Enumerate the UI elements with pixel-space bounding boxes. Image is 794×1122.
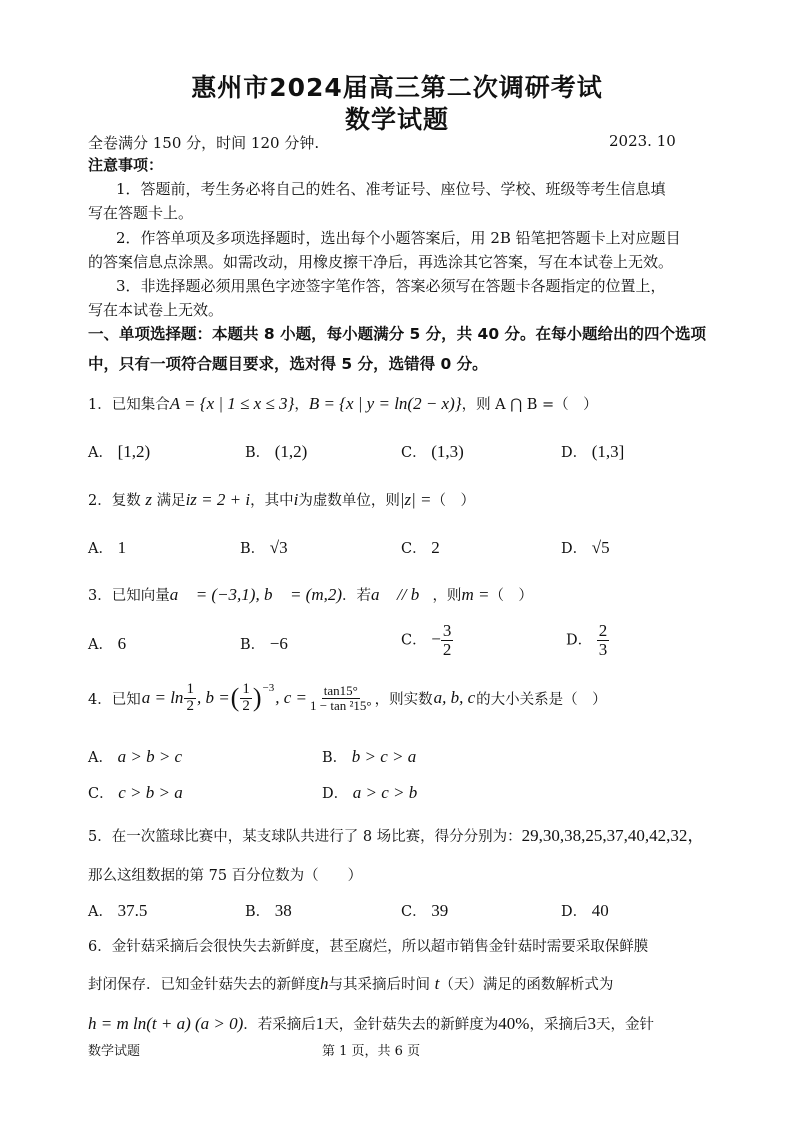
note-1-line-2: 写在答题卡上。 [88,204,194,222]
question-4: 4．已知 a = ln $\frac{1}{2}$ , b = ( $\frac{1}{2}$ ) $^{-3}$ , c = $\frac{\tan 15^\circ}{\text{1 − tan ²15°}}$ ，则实数 a, b, c 的大小关系是（ ） [88,681,607,714]
q2-option-b: B． √3 [240,538,288,557]
q1-sep: ， [294,397,309,413]
footer-page-number: 第 1 页，共 6 页 [322,1044,421,1059]
q2-option-d: D． √5 [561,538,610,557]
note-3-line-1: 3．非选择题必须用黑色字迹签字笔作答，答案必须写在答题卡各题指定的位置上， [116,277,666,295]
q1-ask: ，则 A ⋂ B =（ ） [461,397,598,413]
q4-option-a: A． a > b > c [88,747,183,766]
question-6-line-1: 6．金针菇采摘后会很快失去新鲜度，甚至腐烂，所以超市销售金针菇时需要采取保鲜膜 [88,939,649,955]
q4-option-c: C． c > b > a [88,783,183,802]
footer-subject: 数学试题 [88,1044,141,1059]
question-6-line-3: h = m ln(t + a) (a > 0)．若采摘后1天，金针菇失去的新鲜度为40%，采摘后3天，金针 [88,1014,654,1033]
question-1 [88,393,598,414]
q5-option-c: C． 39 [401,901,449,920]
q1-option-d: D． (1,3] [561,442,625,461]
q5-option-b: B． 38 [245,901,292,920]
question-6-line-2: 封闭保存．已知金针菇失去的新鲜度h与其采摘后时间 t（天）满足的函数解析式为 [88,974,614,993]
exam-date: 2023. 10 [609,132,676,150]
exam-subtitle: 数学试题 [344,105,449,134]
note-1-line-1: 1．答题前，考生务必将自己的姓名、准考证号、座位号、学校、班级等考生信息填 [116,180,666,198]
q4-option-b: B． b > c > a [322,747,417,766]
q3-option-b: B． −6 [240,634,288,653]
exam-title: 惠州市2024届高三第二次调研考试 [191,73,603,102]
notes-heading: 注意事项： [88,156,164,174]
q1-option-c: C． (1,3) [401,442,464,461]
q5-option-a: A． 37.5 [88,901,148,920]
q1-option-a: A． [1,2) [88,442,151,461]
question-2: 2．复数 z 满足iz = 2 + i，其中i为虚数单位，则|z| =（ ） [88,490,476,509]
q2-option-c: C． 2 [401,538,440,557]
q1-option-b: B． (1,2) [245,442,308,461]
q3-option-d: D． $\frac{2}{3}$ [566,621,608,659]
question-5-line-2: 那么这组数据的第 75 百分位数为（ ） [88,868,363,884]
q3-option-a: A． 6 [88,634,127,653]
note-2-line-1: 2．作答单项及多项选择题时，选出每个小题答案后，用 2B 铅笔把答题卡上对应题目 [116,229,681,247]
note-3-line-2: 写在本试卷上无效。 [88,301,224,319]
exam-info: 全卷满分 150 分，时间 120 分钟. [88,134,320,152]
question-5-line-1: 5．在一次篮球比赛中，某支球队共进行了 8 场比赛，得分分别为：29,30,38,25,37,40,42,32， [88,826,705,845]
section-1-line-1: 一、单项选择题：本题共 8 小题，每小题满分 5 分，共 40 分。在每小题给出的四个选项 [88,325,707,343]
question-3: 3．已知向量a⃗ = (−3,1), b⃗ = (m,2)．若a⃗ // b⃗，则m =（ ） [88,585,533,604]
q4-option-d: D． a > c > b [322,783,418,802]
q1-prefix: 1．已知集合 [88,397,170,413]
note-2-line-2: 的答案信息点涂黑。如需改动，用橡皮擦干净后，再选涂其它答案，写在本试卷上无效。 [88,253,674,271]
q2-option-a: A． 1 [88,538,127,557]
q3-option-c: C． − $\frac{3}{2}$ [401,621,452,659]
section-1-line-2: 中，只有一项符合题目要求，选对得 5 分，选错得 0 分。 [88,355,488,373]
q5-option-d: D． 40 [561,901,609,920]
q1-set-b: B = {x | y = ln(2 − x)} [308,394,462,413]
q1-set-a: A = {x | 1 ≤ x ≤ 3} [169,394,295,413]
